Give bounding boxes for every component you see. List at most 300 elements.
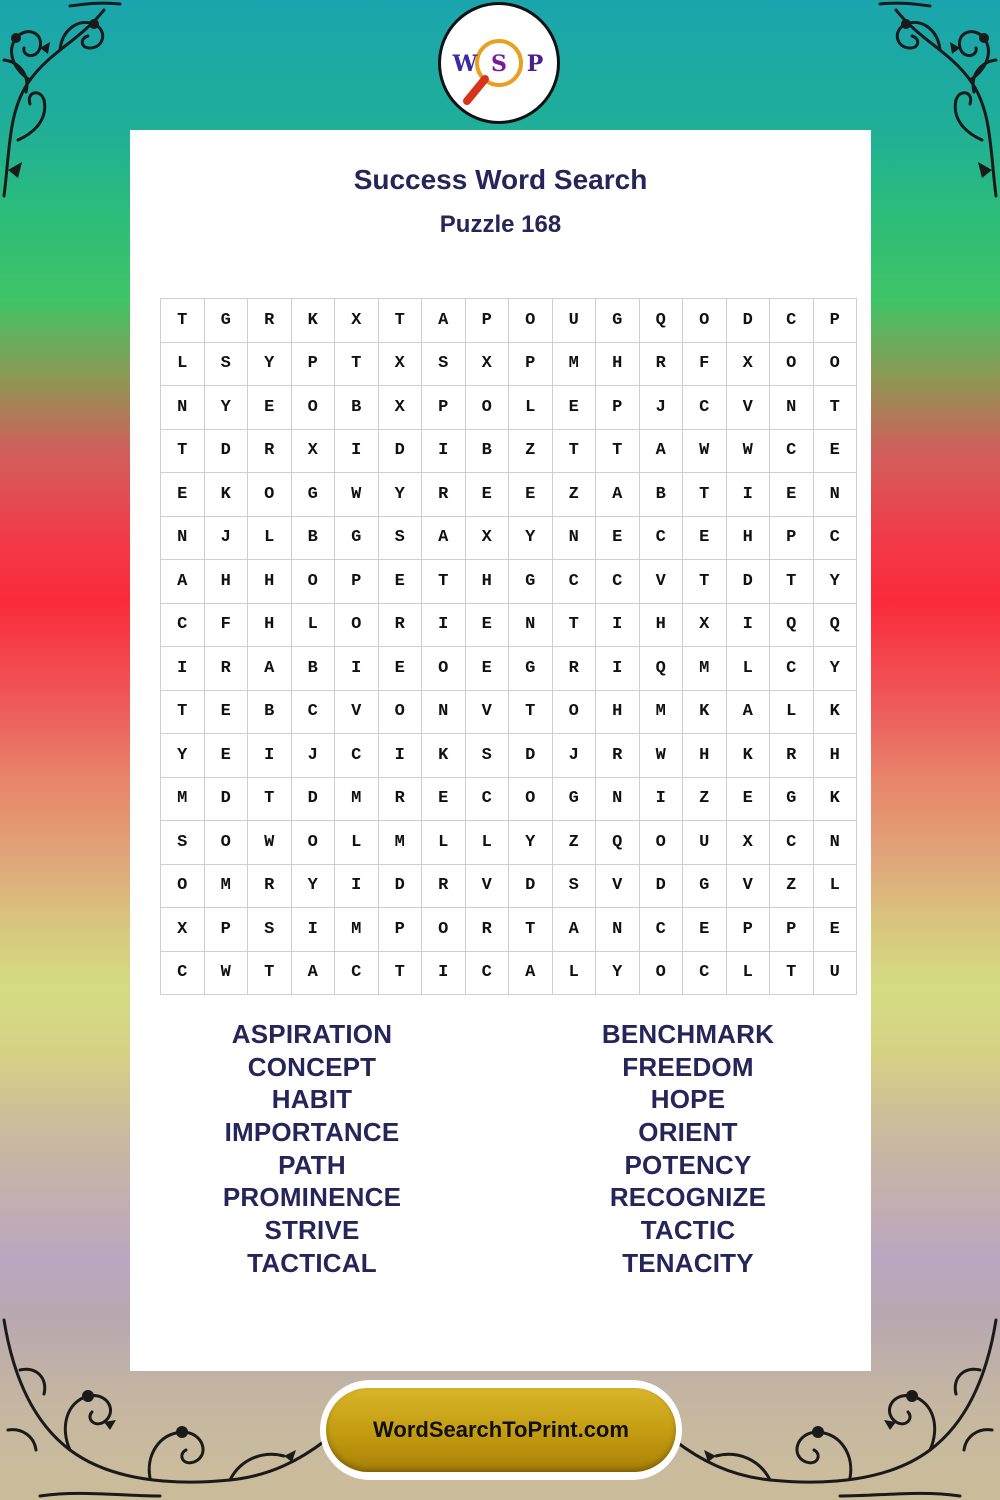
grid-row — [161, 647, 857, 691]
grid-cell[interactable]: R — [248, 299, 292, 343]
grid-cell[interactable]: R — [596, 734, 640, 778]
grid-cell[interactable]: J — [291, 734, 335, 778]
grid-cell[interactable]: Z — [552, 821, 596, 865]
grid-cell[interactable]: Q — [770, 603, 814, 647]
grid-cell[interactable]: E — [683, 908, 727, 952]
grid-cell[interactable]: K — [291, 299, 335, 343]
grid-cell[interactable]: A — [248, 647, 292, 691]
grid-cell[interactable]: L — [770, 690, 814, 734]
grid-cell[interactable]: P — [204, 908, 248, 952]
grid-cell[interactable]: P — [291, 342, 335, 386]
grid-cell[interactable]: P — [726, 908, 770, 952]
puzzle-card — [130, 130, 871, 1371]
grid-cell[interactable]: Y — [161, 734, 205, 778]
grid-cell[interactable]: N — [161, 516, 205, 560]
grid-cell[interactable]: C — [552, 560, 596, 604]
grid-cell[interactable]: C — [291, 690, 335, 734]
letter-grid[interactable] — [160, 298, 857, 995]
grid-cell[interactable]: H — [596, 690, 640, 734]
grid-cell[interactable]: C — [770, 647, 814, 691]
grid-cell[interactable]: B — [248, 690, 292, 734]
grid-cell[interactable]: Z — [552, 473, 596, 517]
grid-cell[interactable]: O — [509, 777, 553, 821]
grid-cell[interactable]: X — [291, 429, 335, 473]
grid-cell[interactable]: T — [248, 951, 292, 995]
grid-cell[interactable]: P — [770, 516, 814, 560]
grid-cell[interactable]: L — [465, 821, 509, 865]
word-list-left — [142, 1018, 482, 1280]
grid-cell[interactable]: E — [378, 647, 422, 691]
grid-cell[interactable]: P — [596, 386, 640, 430]
grid-cell[interactable]: A — [161, 560, 205, 604]
grid-cell[interactable]: H — [465, 560, 509, 604]
grid-cell[interactable]: S — [465, 734, 509, 778]
grid-cell[interactable]: W — [726, 429, 770, 473]
grid-cell[interactable]: G — [509, 647, 553, 691]
grid-cell[interactable]: O — [248, 473, 292, 517]
grid-cell[interactable]: L — [726, 647, 770, 691]
word-list-right — [518, 1018, 858, 1280]
grid-cell[interactable]: R — [552, 647, 596, 691]
logo-letter-p: P — [526, 51, 544, 77]
grid-cell[interactable]: K — [683, 690, 727, 734]
grid-cell[interactable]: C — [161, 951, 205, 995]
grid-cell[interactable]: E — [465, 647, 509, 691]
grid-cell[interactable]: V — [596, 864, 640, 908]
grid-cell[interactable]: P — [422, 386, 466, 430]
grid-cell[interactable]: E — [813, 429, 857, 473]
grid-cell[interactable]: B — [291, 647, 335, 691]
grid-cell[interactable]: T — [422, 560, 466, 604]
grid-cell[interactable]: E — [248, 386, 292, 430]
grid-cell[interactable]: S — [422, 342, 466, 386]
grid-cell[interactable]: T — [552, 429, 596, 473]
grid-cell[interactable]: M — [639, 690, 683, 734]
grid-cell[interactable]: A — [291, 951, 335, 995]
site-link-text: WordSearchToPrint.com — [373, 1417, 629, 1442]
grid-cell[interactable]: C — [161, 603, 205, 647]
grid-cell[interactable]: S — [552, 864, 596, 908]
grid-cell[interactable]: I — [335, 864, 379, 908]
grid-cell[interactable]: P — [770, 908, 814, 952]
grid-cell[interactable]: S — [378, 516, 422, 560]
grid-cell[interactable]: E — [726, 777, 770, 821]
grid-cell[interactable]: Y — [378, 473, 422, 517]
grid-cell[interactable]: Y — [813, 560, 857, 604]
site-link-button[interactable] — [320, 1380, 682, 1480]
wsp-logo[interactable] — [438, 2, 560, 124]
grid-cell[interactable]: K — [813, 777, 857, 821]
grid-cell[interactable]: Q — [813, 603, 857, 647]
grid-cell[interactable]: N — [552, 516, 596, 560]
grid-row — [161, 690, 857, 734]
grid-cell[interactable]: E — [204, 734, 248, 778]
grid-cell[interactable]: H — [596, 342, 640, 386]
grid-cell[interactable]: C — [335, 951, 379, 995]
grid-cell[interactable]: P — [465, 299, 509, 343]
grid-cell[interactable]: S — [204, 342, 248, 386]
grid-cell[interactable]: K — [813, 690, 857, 734]
grid-cell[interactable]: O — [552, 690, 596, 734]
grid-cell[interactable]: X — [378, 342, 422, 386]
grid-cell[interactable]: O — [509, 299, 553, 343]
grid-cell[interactable]: G — [204, 299, 248, 343]
grid-cell[interactable]: I — [422, 429, 466, 473]
grid-cell[interactable]: B — [639, 473, 683, 517]
grid-cell[interactable]: J — [204, 516, 248, 560]
grid-cell[interactable]: W — [639, 734, 683, 778]
grid-cell[interactable]: A — [422, 516, 466, 560]
grid-cell[interactable]: E — [596, 516, 640, 560]
grid-cell[interactable]: B — [465, 429, 509, 473]
word-list-item: RECOGNIZE — [609, 1182, 767, 1213]
grid-cell[interactable]: A — [726, 690, 770, 734]
grid-cell[interactable]: O — [335, 603, 379, 647]
word-list-item: IMPORTANCE — [224, 1117, 400, 1148]
grid-cell[interactable]: P — [813, 299, 857, 343]
grid-cell[interactable]: Z — [509, 429, 553, 473]
grid-cell[interactable]: T — [770, 951, 814, 995]
grid-cell[interactable]: J — [552, 734, 596, 778]
page-title: Success Word Search — [353, 164, 648, 195]
grid-row — [161, 951, 857, 995]
puzzle-number: Puzzle 168 — [439, 211, 562, 238]
word-list-item: ASPIRATION — [231, 1019, 393, 1049]
grid-cell[interactable]: C — [465, 777, 509, 821]
grid-cell[interactable]: D — [378, 864, 422, 908]
grid-cell[interactable]: Y — [291, 864, 335, 908]
grid-cell[interactable]: O — [161, 864, 205, 908]
grid-cell[interactable]: Y — [509, 516, 553, 560]
grid-cell[interactable]: L — [248, 516, 292, 560]
grid-cell[interactable]: C — [683, 951, 727, 995]
grid-cell[interactable]: D — [378, 429, 422, 473]
grid-cell[interactable]: R — [248, 864, 292, 908]
word-list-item: HOPE — [650, 1084, 726, 1115]
grid-cell[interactable]: N — [161, 386, 205, 430]
grid-cell[interactable]: Y — [248, 342, 292, 386]
grid-cell[interactable]: O — [465, 386, 509, 430]
grid-cell[interactable]: E — [465, 473, 509, 517]
grid-cell[interactable]: T — [335, 342, 379, 386]
grid-cell[interactable]: I — [596, 647, 640, 691]
grid-cell[interactable]: R — [378, 777, 422, 821]
grid-cell[interactable]: V — [726, 864, 770, 908]
grid-cell[interactable]: E — [161, 473, 205, 517]
grid-cell[interactable]: U — [813, 951, 857, 995]
grid-cell[interactable]: I — [335, 647, 379, 691]
grid-row — [161, 342, 857, 386]
grid-cell[interactable]: K — [726, 734, 770, 778]
grid-cell[interactable]: T — [509, 690, 553, 734]
corner-ornament-top-left — [0, 0, 130, 200]
grid-cell[interactable]: G — [291, 473, 335, 517]
grid-cell[interactable]: T — [378, 951, 422, 995]
grid-cell[interactable]: X — [335, 299, 379, 343]
grid-cell[interactable]: T — [248, 777, 292, 821]
grid-cell[interactable]: W — [335, 473, 379, 517]
grid-cell[interactable]: C — [596, 560, 640, 604]
word-list-item: PATH — [278, 1149, 346, 1180]
grid-cell[interactable]: P — [378, 908, 422, 952]
grid-cell[interactable]: N — [509, 603, 553, 647]
grid-cell[interactable]: R — [422, 864, 466, 908]
grid-cell[interactable]: I — [422, 951, 466, 995]
word-list-item: POTENCY — [624, 1149, 752, 1180]
grid-cell[interactable]: O — [291, 821, 335, 865]
grid-cell[interactable]: Q — [639, 299, 683, 343]
grid-cell[interactable]: S — [248, 908, 292, 952]
grid-cell[interactable]: T — [161, 429, 205, 473]
grid-cell[interactable]: C — [639, 908, 683, 952]
grid-cell[interactable]: M — [335, 908, 379, 952]
grid-cell[interactable]: D — [204, 429, 248, 473]
grid-cell[interactable]: H — [204, 560, 248, 604]
grid-cell[interactable]: C — [335, 734, 379, 778]
grid-cell[interactable]: Y — [813, 647, 857, 691]
magnifier-handle-icon — [467, 79, 485, 101]
grid-cell[interactable]: I — [726, 473, 770, 517]
grid-cell[interactable]: H — [639, 603, 683, 647]
grid-cell[interactable]: T — [378, 299, 422, 343]
grid-cell[interactable]: Z — [683, 777, 727, 821]
grid-cell[interactable]: I — [726, 603, 770, 647]
grid-cell[interactable]: R — [639, 342, 683, 386]
grid-cell[interactable]: A — [596, 473, 640, 517]
grid-cell[interactable]: D — [291, 777, 335, 821]
grid-cell[interactable]: D — [509, 864, 553, 908]
grid-cell[interactable]: X — [726, 821, 770, 865]
grid-cell[interactable]: V — [335, 690, 379, 734]
grid-row — [161, 516, 857, 560]
grid-cell[interactable]: I — [161, 647, 205, 691]
grid-cell[interactable]: C — [813, 516, 857, 560]
word-list-item: FREEDOM — [622, 1051, 754, 1082]
grid-cell[interactable]: X — [465, 342, 509, 386]
grid-row — [161, 734, 857, 778]
grid-cell[interactable]: T — [161, 690, 205, 734]
grid-cell[interactable]: C — [770, 429, 814, 473]
grid-cell[interactable]: H — [248, 603, 292, 647]
grid-cell[interactable]: E — [204, 690, 248, 734]
word-list-item: TACTICAL — [247, 1247, 377, 1278]
grid-cell[interactable]: N — [596, 777, 640, 821]
grid-cell[interactable]: M — [335, 777, 379, 821]
word-list-item: CONCEPT — [247, 1051, 377, 1082]
grid-cell[interactable]: P — [335, 560, 379, 604]
site-link-pill[interactable] — [326, 1388, 676, 1472]
grid-cell[interactable]: Z — [770, 864, 814, 908]
grid-cell[interactable]: F — [683, 342, 727, 386]
grid-cell[interactable]: R — [770, 734, 814, 778]
grid-cell[interactable]: A — [509, 951, 553, 995]
grid-cell[interactable]: B — [335, 386, 379, 430]
grid-cell[interactable]: M — [552, 342, 596, 386]
grid-cell[interactable]: G — [335, 516, 379, 560]
grid-cell[interactable]: X — [726, 342, 770, 386]
grid-cell[interactable]: W — [683, 429, 727, 473]
grid-cell[interactable]: O — [813, 342, 857, 386]
grid-cell[interactable]: M — [204, 864, 248, 908]
grid-cell[interactable]: O — [422, 908, 466, 952]
grid-cell[interactable]: E — [422, 777, 466, 821]
grid-cell[interactable]: L — [161, 342, 205, 386]
grid-cell[interactable]: Y — [204, 386, 248, 430]
grid-cell[interactable]: U — [683, 821, 727, 865]
grid-cell[interactable]: C — [770, 821, 814, 865]
grid-cell[interactable]: R — [248, 429, 292, 473]
grid-cell[interactable]: O — [291, 560, 335, 604]
grid-cell[interactable]: O — [639, 951, 683, 995]
grid-cell[interactable]: Y — [509, 821, 553, 865]
grid-cell[interactable]: I — [378, 734, 422, 778]
grid-cell[interactable]: W — [204, 951, 248, 995]
grid-cell[interactable]: V — [465, 864, 509, 908]
grid-cell[interactable]: D — [726, 299, 770, 343]
grid-row — [161, 299, 857, 343]
grid-cell[interactable]: G — [770, 777, 814, 821]
grid-cell[interactable]: C — [683, 386, 727, 430]
grid-cell[interactable]: J — [639, 386, 683, 430]
grid-cell[interactable]: E — [509, 473, 553, 517]
grid-cell[interactable]: G — [509, 560, 553, 604]
grid-cell[interactable]: I — [291, 908, 335, 952]
grid-cell[interactable]: R — [378, 603, 422, 647]
grid-cell[interactable]: A — [639, 429, 683, 473]
grid-cell[interactable]: L — [291, 603, 335, 647]
grid-cell[interactable]: R — [422, 473, 466, 517]
grid-cell[interactable]: X — [683, 603, 727, 647]
word-list-item: ORIENT — [638, 1117, 738, 1148]
grid-row — [161, 864, 857, 908]
grid-cell[interactable]: N — [813, 473, 857, 517]
grid-cell[interactable]: O — [683, 299, 727, 343]
grid-cell[interactable]: P — [509, 342, 553, 386]
grid-cell[interactable]: V — [465, 690, 509, 734]
grid-cell[interactable]: O — [770, 342, 814, 386]
grid-row — [161, 473, 857, 517]
grid-cell[interactable]: Q — [596, 821, 640, 865]
grid-cell[interactable]: E — [552, 386, 596, 430]
grid-cell[interactable]: T — [813, 386, 857, 430]
grid-row — [161, 908, 857, 952]
grid-cell[interactable]: N — [770, 386, 814, 430]
grid-cell[interactable]: O — [204, 821, 248, 865]
grid-cell[interactable]: M — [683, 647, 727, 691]
grid-cell[interactable]: G — [683, 864, 727, 908]
grid-cell[interactable]: N — [813, 821, 857, 865]
grid-cell[interactable]: I — [639, 777, 683, 821]
grid-cell[interactable]: E — [378, 560, 422, 604]
grid-cell[interactable]: C — [465, 951, 509, 995]
grid-row — [161, 603, 857, 647]
grid-cell[interactable]: R — [204, 647, 248, 691]
grid-cell[interactable]: T — [683, 560, 727, 604]
grid-cell[interactable]: Q — [639, 647, 683, 691]
grid-cell[interactable]: T — [770, 560, 814, 604]
grid-cell[interactable]: T — [552, 603, 596, 647]
grid-cell[interactable]: T — [161, 299, 205, 343]
grid-cell[interactable]: V — [639, 560, 683, 604]
grid-cell[interactable]: L — [726, 951, 770, 995]
grid-cell[interactable]: B — [291, 516, 335, 560]
grid-cell[interactable]: K — [422, 734, 466, 778]
grid-cell[interactable]: E — [813, 908, 857, 952]
grid-cell[interactable]: N — [596, 908, 640, 952]
grid-cell[interactable]: E — [465, 603, 509, 647]
grid-cell[interactable]: L — [813, 864, 857, 908]
grid-cell[interactable]: L — [509, 386, 553, 430]
grid-cell[interactable]: Y — [596, 951, 640, 995]
grid-cell[interactable]: O — [422, 647, 466, 691]
grid-cell[interactable]: O — [639, 821, 683, 865]
grid-row — [161, 777, 857, 821]
grid-cell[interactable]: C — [770, 299, 814, 343]
grid-cell[interactable]: X — [378, 386, 422, 430]
grid-cell[interactable]: F — [204, 603, 248, 647]
grid-cell[interactable]: H — [683, 734, 727, 778]
grid-cell[interactable]: X — [161, 908, 205, 952]
grid-cell[interactable]: A — [422, 299, 466, 343]
grid-cell[interactable]: M — [161, 777, 205, 821]
grid-cell[interactable]: G — [552, 777, 596, 821]
grid-row — [161, 821, 857, 865]
logo-letter-w: W — [452, 51, 478, 77]
grid-cell[interactable]: L — [422, 821, 466, 865]
grid-cell[interactable]: O — [378, 690, 422, 734]
grid-cell[interactable]: U — [552, 299, 596, 343]
grid-cell[interactable]: L — [335, 821, 379, 865]
grid-cell[interactable]: E — [683, 516, 727, 560]
grid-cell[interactable]: I — [596, 603, 640, 647]
grid-row — [161, 560, 857, 604]
grid-cell[interactable]: I — [248, 734, 292, 778]
grid-cell[interactable]: I — [422, 603, 466, 647]
grid-cell[interactable]: O — [291, 386, 335, 430]
word-list-item: PROMINENCE — [222, 1182, 402, 1213]
word-list-item: HABIT — [271, 1084, 353, 1115]
word-list-item: TENACITY — [622, 1247, 754, 1278]
grid-cell[interactable]: T — [596, 429, 640, 473]
grid-cell[interactable]: D — [509, 734, 553, 778]
grid-cell[interactable]: E — [770, 473, 814, 517]
grid-cell[interactable]: W — [248, 821, 292, 865]
grid-cell[interactable]: M — [378, 821, 422, 865]
grid-cell[interactable]: D — [204, 777, 248, 821]
grid-cell[interactable]: I — [335, 429, 379, 473]
grid-cell[interactable]: T — [509, 908, 553, 952]
grid-cell[interactable]: N — [422, 690, 466, 734]
grid-cell[interactable]: X — [465, 516, 509, 560]
word-list-item: BENCHMARK — [601, 1019, 775, 1049]
grid-cell[interactable]: V — [726, 386, 770, 430]
grid-row — [161, 429, 857, 473]
grid-cell[interactable]: K — [204, 473, 248, 517]
grid-cell[interactable]: H — [248, 560, 292, 604]
grid-cell[interactable]: S — [161, 821, 205, 865]
grid-cell[interactable]: R — [465, 908, 509, 952]
grid-cell[interactable]: D — [726, 560, 770, 604]
grid-cell[interactable]: T — [683, 473, 727, 517]
grid-cell[interactable]: C — [639, 516, 683, 560]
grid-cell[interactable]: G — [596, 299, 640, 343]
grid-cell[interactable]: L — [552, 951, 596, 995]
grid-cell[interactable]: D — [639, 864, 683, 908]
word-list-item: STRIVE — [264, 1215, 360, 1246]
grid-cell[interactable]: H — [726, 516, 770, 560]
grid-cell[interactable]: H — [813, 734, 857, 778]
grid-cell[interactable]: A — [552, 908, 596, 952]
